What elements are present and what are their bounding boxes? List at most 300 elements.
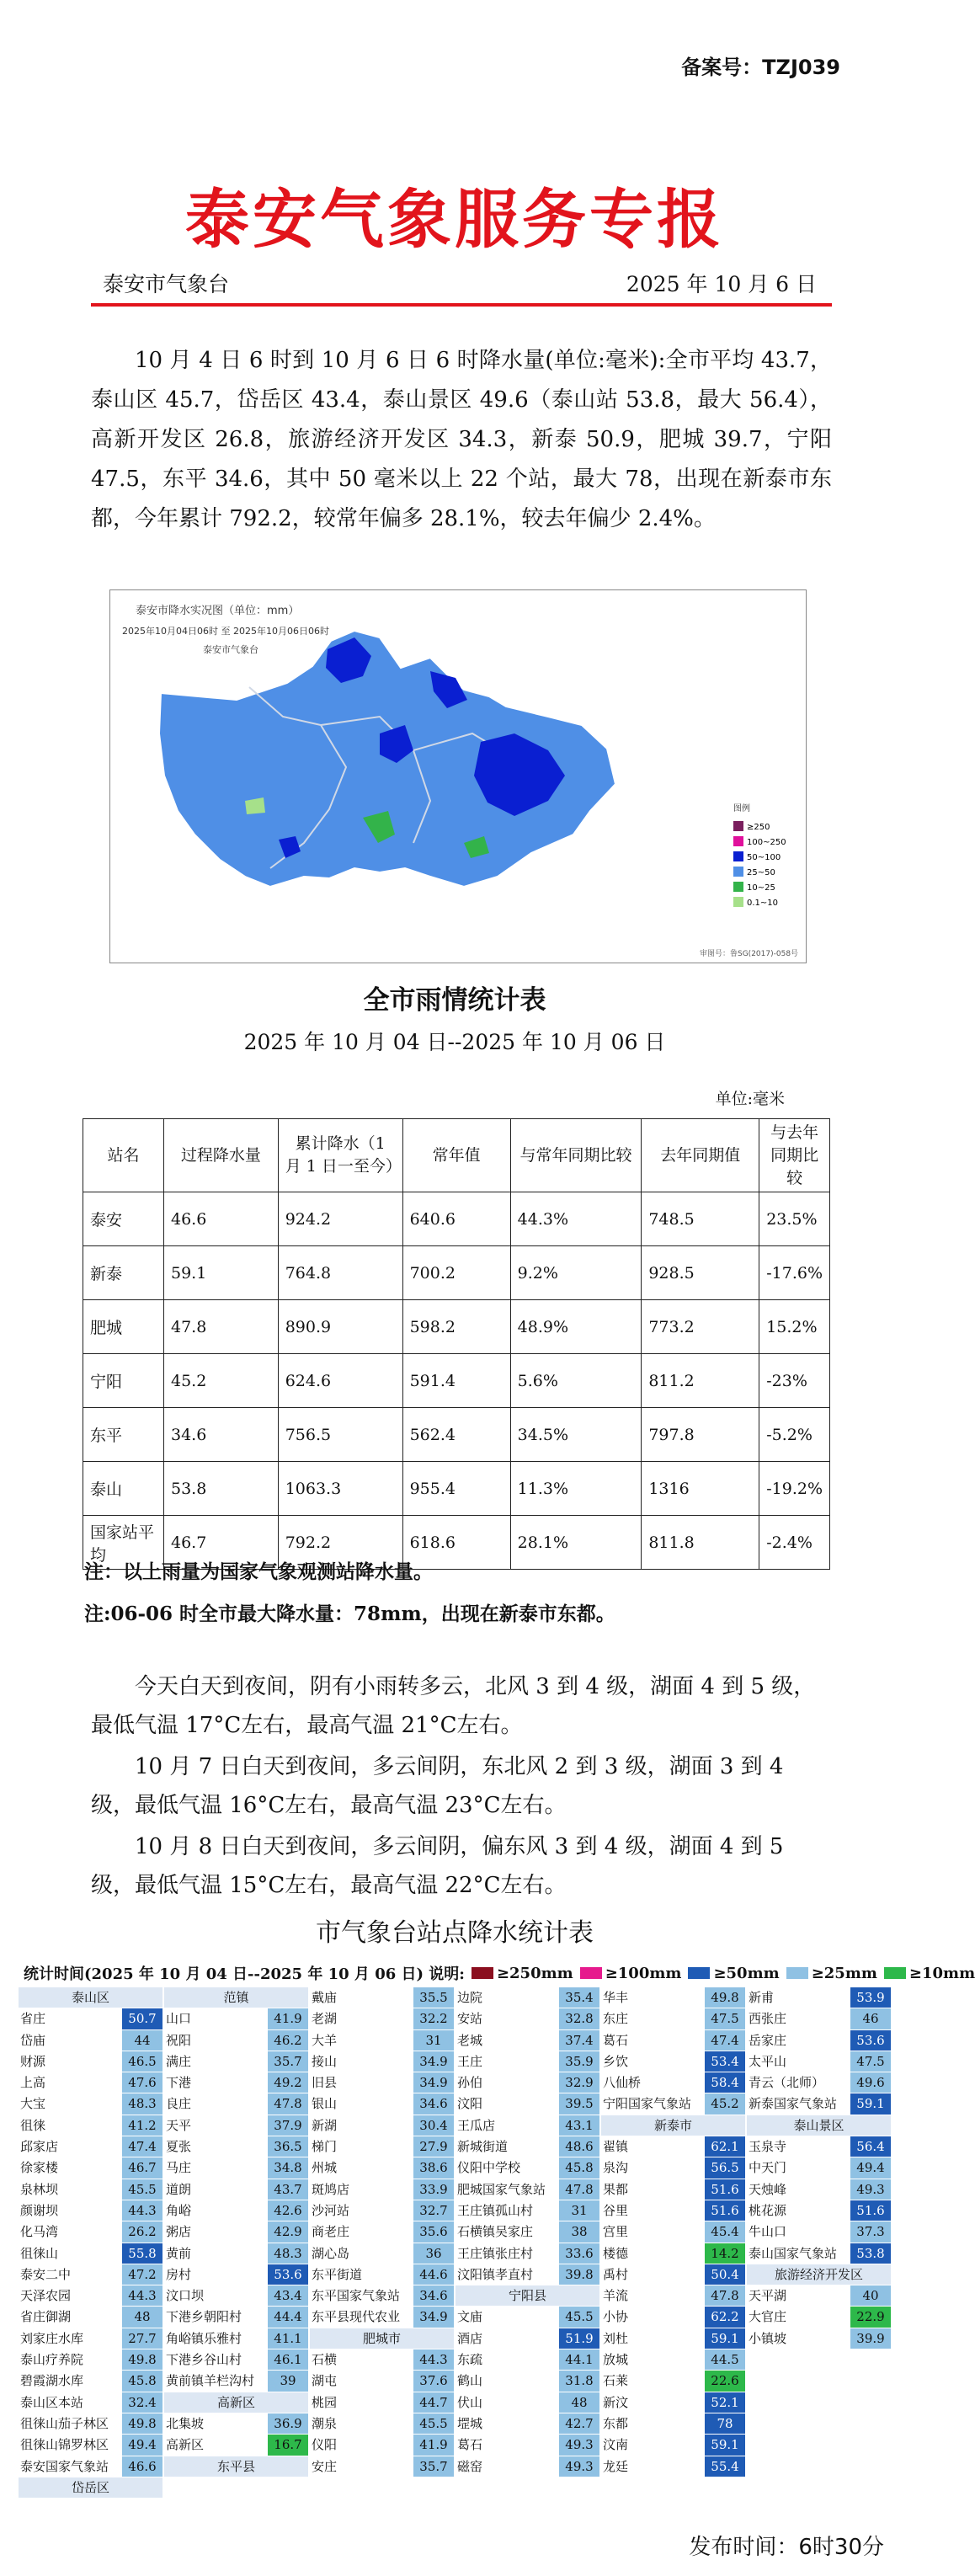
legend-label: ≥10mm	[908, 1964, 975, 1982]
station-row	[310, 2200, 454, 2221]
map-legend-label: 10~25	[747, 883, 775, 893]
legend-label: ≥100mm	[605, 1964, 682, 1982]
value-cell: 955.4	[402, 1462, 510, 1516]
station-row	[164, 2243, 308, 2264]
station-value: 35.4	[559, 1987, 599, 2008]
station-name-cell: 国家站平均	[83, 1516, 164, 1570]
station-table-title: 市气象台站点降水统计表	[316, 1918, 594, 1948]
header-station: 站名	[83, 1119, 164, 1192]
station-name: 边院	[456, 1987, 559, 2008]
map-footer: 审图号：鲁SG(2017)-058号	[700, 950, 799, 958]
station-value: 34.6	[413, 2285, 454, 2306]
station-name: 安庄	[310, 2456, 413, 2477]
station-value: 26.2	[122, 2221, 162, 2242]
station-row	[164, 2157, 308, 2179]
station-row	[164, 2371, 308, 2392]
station-name: 徂徕山	[19, 2243, 122, 2264]
station-name: 仪阳	[310, 2435, 413, 2455]
station-row	[19, 2371, 162, 2392]
station-row	[601, 2349, 745, 2371]
station-value: 47.5	[850, 2051, 891, 2072]
station-row	[19, 2030, 162, 2051]
station-value: 37.3	[850, 2221, 891, 2242]
forecast-day2: 10 月 7 日白天到夜间，多云间阴，东北风 2 到 3 级，湖面 3 到 4 级，最低气温 16°C左右，最高气温 23°C左右。	[91, 1754, 784, 1818]
station-name: 果都	[601, 2179, 705, 2200]
station-value: 47.6	[122, 2072, 162, 2093]
rain-statistics-table	[83, 1118, 830, 1570]
station-name: 老城	[456, 2030, 559, 2051]
station-name: 碧霞湖水库	[19, 2371, 122, 2391]
station-row	[601, 2157, 745, 2179]
station-row	[747, 2008, 891, 2029]
station-name: 新汶	[601, 2392, 705, 2413]
legend-swatch	[580, 1967, 602, 1979]
value-cell: -2.4%	[759, 1516, 830, 1570]
station-value: 16.7	[268, 2435, 308, 2455]
station-name: 沙河站	[310, 2200, 413, 2221]
station-value: 49.6	[850, 2072, 891, 2093]
station-column	[310, 1987, 454, 2477]
map-legend-label: 25~50	[747, 868, 775, 877]
station-group-header	[19, 2477, 162, 2499]
station-row	[310, 2093, 454, 2115]
value-cell: 700.2	[402, 1246, 510, 1300]
station-name: 斑鸠店	[310, 2179, 413, 2200]
station-row	[310, 2221, 454, 2243]
station-value: 35.7	[413, 2456, 454, 2477]
table-row	[83, 1354, 830, 1408]
station-value: 46.1	[268, 2349, 308, 2370]
station-value: 50.4	[705, 2264, 745, 2285]
station-column	[747, 1987, 891, 2349]
rain-table-period: 2025 年 10 月 04 日--2025 年 10 月 06 日	[243, 1030, 666, 1054]
station-value: 59.1	[705, 2435, 745, 2455]
station-name: 良庄	[164, 2093, 268, 2114]
station-row	[456, 2115, 599, 2136]
value-cell: -5.2%	[759, 1408, 830, 1462]
station-value: 38	[559, 2221, 599, 2242]
station-name: 泰安二中	[19, 2264, 122, 2285]
station-row	[601, 1987, 745, 2008]
station-value: 41.9	[413, 2435, 454, 2455]
station-row	[19, 2413, 162, 2435]
map-legend-swatch	[733, 897, 743, 907]
station-value: 58.4	[705, 2072, 745, 2093]
station-row	[310, 2179, 454, 2200]
station-name: 大宝	[19, 2093, 122, 2114]
station-value: 42.6	[268, 2200, 308, 2221]
station-group-header	[164, 2456, 308, 2477]
station-row	[747, 2285, 891, 2307]
station-value: 27.7	[122, 2328, 162, 2349]
station-row	[601, 2285, 745, 2307]
value-cell: 598.2	[402, 1300, 510, 1354]
station-row	[19, 2179, 162, 2200]
station-value: 48	[559, 2392, 599, 2413]
station-name: 禹村	[601, 2264, 705, 2285]
station-column	[19, 1987, 162, 2499]
rain-table-unit: 单位:毫米	[715, 1090, 785, 1108]
station-name: 夏张	[164, 2136, 268, 2157]
station-row	[19, 2264, 162, 2285]
station-value: 33.6	[559, 2243, 599, 2264]
station-row	[456, 2093, 599, 2115]
station-value: 53.4	[705, 2051, 745, 2072]
station-value: 42.9	[268, 2221, 308, 2242]
station-row	[19, 2307, 162, 2328]
station-value: 35.6	[413, 2221, 454, 2242]
station-value: 47.2	[122, 2264, 162, 2285]
station-legend-items	[465, 1965, 975, 1982]
station-row	[19, 2435, 162, 2456]
station-value: 41.2	[122, 2115, 162, 2136]
precipitation-map	[109, 589, 807, 963]
station-name: 仪阳中学校	[456, 2157, 559, 2178]
value-cell: 792.2	[278, 1516, 402, 1570]
value-cell: 618.6	[402, 1516, 510, 1570]
station-row	[19, 2200, 162, 2221]
station-row	[164, 2328, 308, 2349]
station-row	[19, 2136, 162, 2157]
station-row	[19, 2285, 162, 2307]
station-value: 41.9	[268, 2008, 308, 2029]
issue-date: 2025 年 10 月 6 日	[626, 272, 817, 296]
station-name-cell: 宁阳	[83, 1354, 164, 1408]
station-name: 商老庄	[310, 2221, 413, 2242]
map-legend-swatch	[733, 882, 743, 892]
station-name: 翟镇	[601, 2136, 705, 2157]
station-name: 祝阳	[164, 2030, 268, 2051]
station-row	[310, 2030, 454, 2051]
station-name: 小协	[601, 2307, 705, 2327]
value-cell: 5.6%	[510, 1354, 642, 1408]
station-value: 39.9	[850, 2328, 891, 2349]
station-row	[456, 2371, 599, 2392]
station-value: 44	[122, 2030, 162, 2051]
station-row	[310, 2371, 454, 2392]
value-cell: 811.2	[642, 1354, 759, 1408]
station-row	[747, 2328, 891, 2349]
station-value: 53.6	[850, 2030, 891, 2051]
station-name: 天平湖	[747, 2285, 850, 2306]
station-row	[456, 2072, 599, 2093]
station-name: 孙伯	[456, 2072, 559, 2093]
station-name: 葛石	[456, 2435, 559, 2455]
station-column	[601, 1987, 745, 2477]
station-name: 马庄	[164, 2157, 268, 2178]
station-legend	[24, 1962, 975, 1984]
value-cell: 591.4	[402, 1354, 510, 1408]
station-name: 角峪	[164, 2200, 268, 2221]
rain-summary: 10 月 4 日 6 时到 10 月 6 日 6 时降水量(单位:毫米):全市平均 43.7，泰山区 45.7，岱岳区 43.4，泰山景区 49.6（泰山站 53.8，最大 56.4），高新开发区 26.8，旅游经济开发区 34.3，新泰 50.9，肥城 39.7，宁阳 47.5，东平 34.6，其中 50 毫米以上 22 个站，最大 78，出现在新泰市东都，今年累计 792.2，较常年偏多 28.1%，较去年偏少 2.4%。	[91, 348, 832, 531]
map-legend	[733, 821, 786, 908]
station-value: 36	[413, 2243, 454, 2264]
station-row	[19, 2051, 162, 2072]
station-name: 天平	[164, 2115, 268, 2136]
station-value: 55.4	[705, 2456, 745, 2477]
station-name: 刘杜	[601, 2328, 705, 2349]
station-row	[310, 2456, 454, 2477]
station-name: 高新区	[164, 2435, 268, 2455]
station-name: 下港乡朝阳村	[164, 2307, 268, 2327]
station-row	[601, 2030, 745, 2051]
station-value: 14.2	[705, 2243, 745, 2264]
station-value: 53.9	[850, 1987, 891, 2008]
station-name: 泰山疗养院	[19, 2349, 122, 2370]
station-grid	[19, 1987, 894, 2540]
station-row	[747, 2072, 891, 2093]
station-name: 泉林坝	[19, 2179, 122, 2200]
station-name: 中天门	[747, 2157, 850, 2178]
station-value: 52.1	[705, 2392, 745, 2413]
station-row	[601, 2435, 745, 2456]
station-row	[456, 2264, 599, 2285]
station-row	[456, 2030, 599, 2051]
station-value: 46.6	[122, 2456, 162, 2477]
station-row	[19, 2221, 162, 2243]
station-name: 上高	[19, 2072, 122, 2093]
station-name: 汶口坝	[164, 2285, 268, 2306]
station-row	[747, 2093, 891, 2115]
station-name: 道朗	[164, 2179, 268, 2200]
station-value: 31	[559, 2200, 599, 2221]
station-name: 化马湾	[19, 2221, 122, 2242]
station-value: 49.3	[559, 2456, 599, 2477]
station-row	[456, 1987, 599, 2008]
station-name: 财源	[19, 2051, 122, 2072]
station-row	[747, 2307, 891, 2328]
station-row	[456, 2328, 599, 2349]
value-cell: 773.2	[642, 1300, 759, 1354]
station-row	[456, 2136, 599, 2157]
station-row	[747, 2157, 891, 2179]
station-row	[19, 2157, 162, 2179]
table-row	[83, 1408, 830, 1462]
value-cell: 11.3%	[510, 1462, 642, 1516]
station-value: 43.7	[268, 2179, 308, 2200]
station-name: 楼德	[601, 2243, 705, 2264]
station-value: 34.9	[413, 2051, 454, 2072]
station-row	[310, 2136, 454, 2157]
station-name: 角峪镇乐雅村	[164, 2328, 268, 2349]
station-name: 牛山口	[747, 2221, 850, 2242]
station-value: 56.4	[850, 2136, 891, 2157]
value-cell: 624.6	[278, 1354, 402, 1408]
value-cell: 748.5	[642, 1192, 759, 1246]
release-time: 发布时间：6时30分	[689, 2535, 884, 2560]
map-legend-label: 0.1~10	[747, 899, 779, 908]
station-value: 45.5	[413, 2413, 454, 2434]
station-name: 邱家店	[19, 2136, 122, 2157]
station-value: 48.3	[122, 2093, 162, 2114]
station-value: 56.5	[705, 2157, 745, 2178]
station-name-cell: 泰安	[83, 1192, 164, 1246]
station-name: 接山	[310, 2051, 413, 2072]
value-cell: 1063.3	[278, 1462, 402, 1516]
station-value: 44.6	[413, 2264, 454, 2285]
table-row	[83, 1462, 830, 1516]
station-name: 羊流	[601, 2285, 705, 2306]
station-group-header	[601, 2115, 745, 2136]
station-value: 35.7	[268, 2051, 308, 2072]
station-value: 45.5	[559, 2307, 599, 2327]
header-normal: 常年值	[402, 1119, 510, 1192]
station-value: 49.8	[122, 2413, 162, 2434]
station-value: 45.8	[122, 2371, 162, 2391]
station-name: 磁窑	[456, 2456, 559, 2477]
station-row	[601, 2221, 745, 2243]
station-row	[164, 2285, 308, 2307]
station-row	[164, 2115, 308, 2136]
station-name: 戴庙	[310, 1987, 413, 2008]
note-station: 注：以上雨量为国家气象观测站降水量。	[84, 1560, 433, 1583]
station-name: 泰山国家气象站	[747, 2243, 850, 2264]
station-row	[601, 2051, 745, 2072]
value-cell: 924.2	[278, 1192, 402, 1246]
station-row	[747, 2200, 891, 2221]
station-row	[310, 2392, 454, 2413]
station-row	[164, 2072, 308, 2093]
value-cell: 45.2	[163, 1354, 278, 1408]
station-name: 东平国家气象站	[310, 2285, 413, 2306]
station-value: 39.5	[559, 2093, 599, 2114]
station-row	[19, 2243, 162, 2264]
issuing-agency: 泰安市气象台	[103, 272, 230, 296]
station-name-cell: 泰山	[83, 1462, 164, 1516]
station-value: 27.9	[413, 2136, 454, 2157]
station-name-cell: 新泰	[83, 1246, 164, 1300]
station-name: 州城	[310, 2157, 413, 2178]
station-name: 省庄	[19, 2008, 122, 2029]
station-row	[601, 2456, 745, 2477]
station-name: 徂徕山茄子林区	[19, 2413, 122, 2434]
station-value: 45.8	[559, 2157, 599, 2178]
value-cell: 890.9	[278, 1300, 402, 1354]
legend-label: ≥25mm	[811, 1964, 877, 1982]
station-value: 44.3	[413, 2349, 454, 2370]
station-value: 22.6	[705, 2371, 745, 2391]
station-value: 44.3	[122, 2200, 162, 2221]
station-group-header	[19, 1987, 162, 2008]
station-name: 潮泉	[310, 2413, 413, 2434]
forecast-today: 今天白天到夜间，阴有小雨转多云，北风 3 到 4 级，湖面 4 到 5 级，最低气温 17°C左右，最高气温 21°C左右。	[91, 1674, 816, 1738]
station-row	[456, 2157, 599, 2179]
station-name: 葛石	[601, 2030, 705, 2051]
station-name: 东庄	[601, 2008, 705, 2029]
map-period: 2025年10月04日06时 至 2025年10月06日06时	[122, 626, 329, 637]
station-name-cell: 东平	[83, 1408, 164, 1462]
station-row	[747, 1987, 891, 2008]
station-name: 东平县现代农业	[310, 2307, 413, 2327]
table-row	[83, 1246, 830, 1300]
station-row	[456, 2307, 599, 2328]
station-value: 42.7	[559, 2413, 599, 2434]
value-cell: 9.2%	[510, 1246, 642, 1300]
value-cell: 28.1%	[510, 1516, 642, 1570]
group-label: 岱岳区	[71, 2479, 109, 2495]
station-value: 49.4	[850, 2157, 891, 2178]
station-column	[456, 1987, 599, 2477]
station-row	[601, 2200, 745, 2221]
station-value: 49.3	[559, 2435, 599, 2455]
station-value: 32.9	[559, 2072, 599, 2093]
station-row	[164, 2030, 308, 2051]
station-name: 酒店	[456, 2328, 559, 2349]
station-name: 银山	[310, 2093, 413, 2114]
station-name: 放城	[601, 2349, 705, 2370]
station-name: 东疏	[456, 2349, 559, 2370]
station-value: 53.6	[268, 2264, 308, 2285]
group-label: 肥城市	[362, 2330, 401, 2346]
station-row	[310, 2115, 454, 2136]
value-cell: -17.6%	[759, 1246, 830, 1300]
station-row	[456, 2008, 599, 2029]
value-cell: 811.8	[642, 1516, 759, 1570]
station-value: 47.4	[122, 2136, 162, 2157]
station-value: 37.9	[268, 2115, 308, 2136]
station-value: 34.8	[268, 2157, 308, 2178]
value-cell: 48.9%	[510, 1300, 642, 1354]
station-name: 新城街道	[456, 2136, 559, 2157]
station-value: 47.4	[705, 2030, 745, 2051]
station-name: 王庄镇孤山村	[456, 2200, 559, 2221]
station-row	[19, 2115, 162, 2136]
station-value: 53.8	[850, 2243, 891, 2264]
station-value: 49.3	[850, 2179, 891, 2200]
station-value: 32.8	[559, 2008, 599, 2029]
station-row	[601, 2243, 745, 2264]
station-row	[747, 2051, 891, 2072]
station-row	[310, 2307, 454, 2328]
station-value: 45.2	[705, 2093, 745, 2114]
station-name: 东平街道	[310, 2264, 413, 2285]
station-name: 满庄	[164, 2051, 268, 2072]
value-cell: 44.3%	[510, 1192, 642, 1246]
station-name: 黄前镇羊栏沟村	[164, 2371, 268, 2391]
station-value: 50.7	[122, 2008, 162, 2029]
station-name: 宫里	[601, 2221, 705, 2242]
station-row	[164, 2413, 308, 2435]
station-value: 59.1	[850, 2093, 891, 2114]
station-row	[310, 2435, 454, 2456]
value-cell: 797.8	[642, 1408, 759, 1462]
station-value: 22.9	[850, 2307, 891, 2327]
note-max: 注:06-06 时全市最大降水量：78mm，出现在新泰市东都。	[84, 1603, 615, 1625]
station-value: 46.2	[268, 2030, 308, 2051]
station-value: 49.4	[122, 2435, 162, 2455]
header-vs-normal: 与常年同期比较	[510, 1119, 642, 1192]
station-value: 48.6	[559, 2136, 599, 2157]
station-row	[601, 2307, 745, 2328]
station-name: 乡饮	[601, 2051, 705, 2072]
value-cell: -23%	[759, 1354, 830, 1408]
station-name: 龙廷	[601, 2456, 705, 2477]
station-value: 40	[850, 2285, 891, 2306]
header-process: 过程降水量	[163, 1119, 278, 1192]
station-row	[164, 2179, 308, 2200]
station-value: 41.1	[268, 2328, 308, 2349]
station-value: 35.9	[559, 2051, 599, 2072]
station-value: 62.2	[705, 2307, 745, 2327]
station-row	[601, 2392, 745, 2413]
value-cell: 23.5%	[759, 1192, 830, 1246]
value-cell: 562.4	[402, 1408, 510, 1462]
station-row	[456, 2179, 599, 2200]
station-row	[456, 2435, 599, 2456]
value-cell: 756.5	[278, 1408, 402, 1462]
group-label: 高新区	[216, 2394, 255, 2410]
station-value: 45.4	[705, 2221, 745, 2242]
